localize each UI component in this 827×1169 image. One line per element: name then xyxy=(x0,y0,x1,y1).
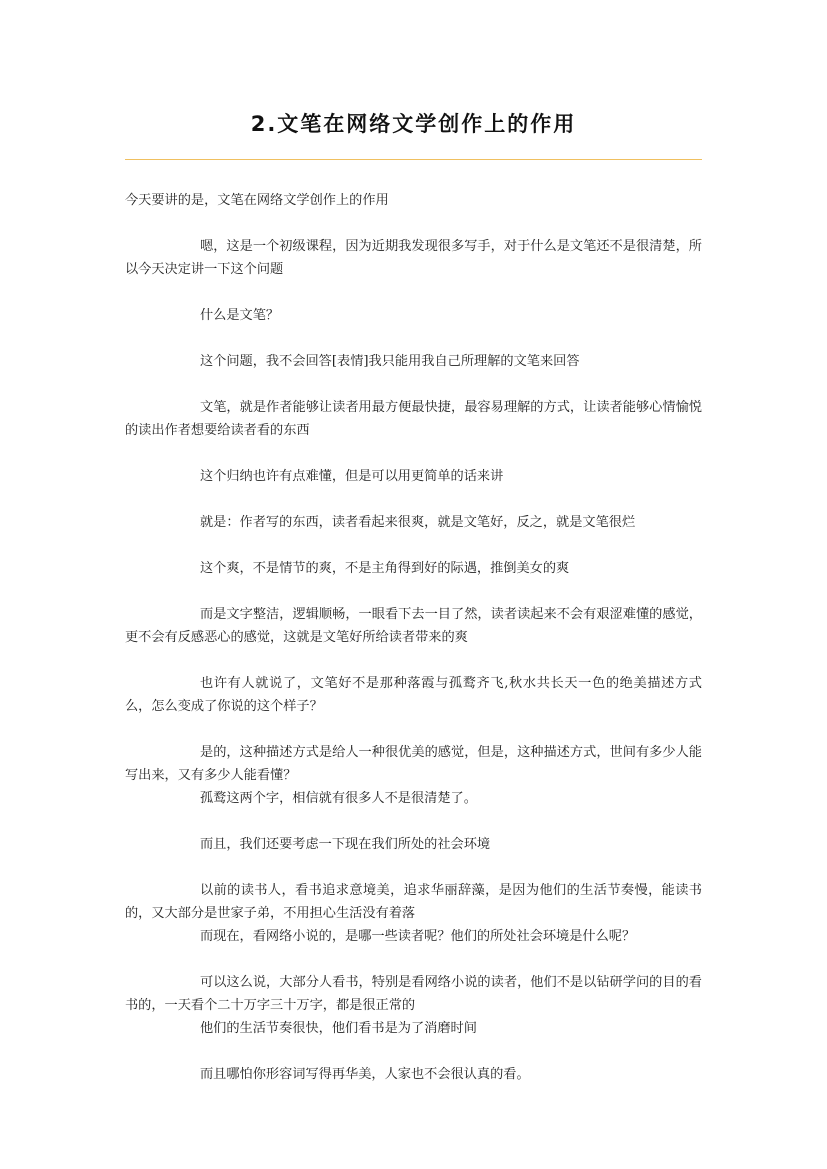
paragraph: 他们的生活节奏很快，他们看书是为了消磨时间 xyxy=(200,1021,477,1036)
paragraph: 什么是文笔？ xyxy=(200,308,280,323)
paragraph: 是的，这种描述方式是给人一种很优美的感觉，但是，这种描述方式，世间有多少人能写出来，又有多少人能看懂？ xyxy=(125,745,702,783)
paragraph: 就是：作者写的东西，读者看起来很爽，就是文笔好，反之，就是文笔很烂 xyxy=(200,515,636,530)
document-body xyxy=(125,189,702,1086)
paragraph: 而是文字整洁，逻辑顺畅，一眼看下去一目了然，读者读起来不会有艰涩难懂的感觉，更不会有反感恶心的感觉，这就是文笔好所给读者带来的爽 xyxy=(125,607,702,645)
paragraph: 今天要讲的是，文笔在网络文学创作上的作用 xyxy=(125,193,389,208)
paragraph: 以前的读书人，看书追求意境美，追求华丽辞藻，是因为他们的生活节奏慢，能读书的，又大部分是世家子弟，不用担心生活没有着落 xyxy=(125,883,702,921)
paragraph: 而且，我们还要考虑一下现在我们所处的社会环境 xyxy=(200,837,491,852)
paragraph: 这个爽，不是情节的爽，不是主角得到好的际遇，推倒美女的爽 xyxy=(200,561,570,576)
paragraph: 而且哪怕你形容词写得再华美，人家也不会很认真的看。 xyxy=(200,1067,530,1082)
title-divider xyxy=(125,159,702,160)
document-title: 2.文笔在网络文学创作上的作用 xyxy=(250,112,577,136)
paragraph: 文笔，就是作者能够让读者用最方便最快捷，最容易理解的方式，让读者能够心情愉悦的读出作者想要给读者看的东西 xyxy=(125,400,702,438)
paragraph: 可以这么说，大部分人看书，特别是看网络小说的读者，他们不是以钻研学问的目的看书的，一天看个二十万字三十万字，都是很正常的 xyxy=(125,975,702,1013)
paragraph: 这个问题，我不会回答[表情]我只能用我自己所理解的文笔来回答 xyxy=(200,354,580,369)
paragraph: 而现在，看网络小说的，是哪一些读者呢？他们的所处社会环境是什么呢？ xyxy=(200,929,636,944)
paragraph: 嗯，这是一个初级课程，因为近期我发现很多写手，对于什么是文笔还不是很清楚，所以今天决定讲一下这个问题 xyxy=(125,239,702,277)
paragraph: 也许有人就说了，文笔好不是那种落霞与孤鹜齐飞,秋水共长天一色的绝美描述方式么，怎么变成了你说的这个样子？ xyxy=(125,676,702,714)
paragraph: 孤鹜这两个字，相信就有很多人不是很清楚了。 xyxy=(200,791,477,806)
paragraph: 这个归纳也许有点难懂，但是可以用更简单的话来讲 xyxy=(200,469,504,484)
